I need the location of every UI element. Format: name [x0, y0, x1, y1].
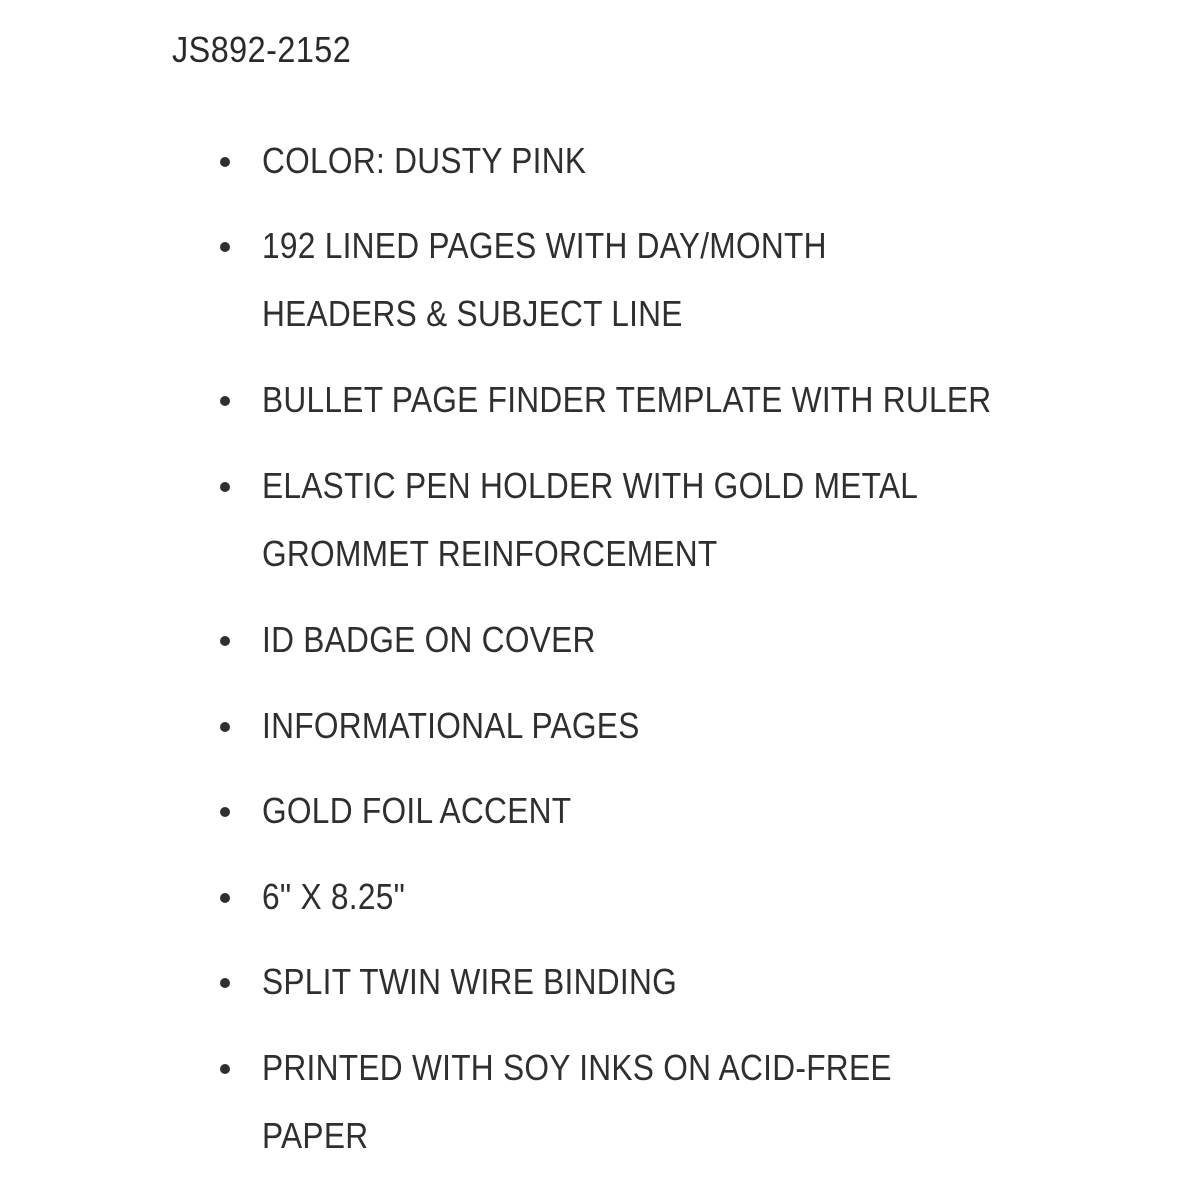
- feature-text: SPLIT TWIN WIRE BINDING: [262, 961, 678, 1002]
- bullet-icon: [220, 978, 230, 988]
- bullet-icon: [220, 157, 230, 167]
- bullet-icon: [220, 722, 230, 732]
- feature-text: PRINTED WITH SOY INKS ON ACID-FREE PAPER: [262, 1047, 892, 1156]
- feature-text: COLOR: DUSTY PINK: [262, 140, 587, 181]
- feature-text: 192 LINED PAGES WITH DAY/MONTH HEADERS & SUBJECT LINE: [262, 225, 827, 334]
- feature-text: 6" X 8.25": [262, 876, 406, 917]
- bullet-icon: [220, 1064, 230, 1074]
- bullet-icon: [220, 893, 230, 903]
- bullet-icon: [220, 636, 230, 646]
- product-code: JS892-2152: [172, 29, 352, 70]
- feature-text: BULLET PAGE FINDER TEMPLATE WITH RULER: [262, 379, 992, 420]
- bullet-icon: [220, 242, 230, 252]
- feature-text: ID BADGE ON COVER: [262, 619, 596, 660]
- feature-text: INFORMATIONAL PAGES: [262, 705, 640, 746]
- bullet-icon: [220, 482, 230, 492]
- feature-text: GOLD FOIL ACCENT: [262, 790, 572, 831]
- feature-text: ELASTIC PEN HOLDER WITH GOLD METAL GROMMET REINFORCEMENT: [262, 465, 919, 574]
- bullet-icon: [220, 396, 230, 406]
- bullet-icon: [220, 807, 230, 817]
